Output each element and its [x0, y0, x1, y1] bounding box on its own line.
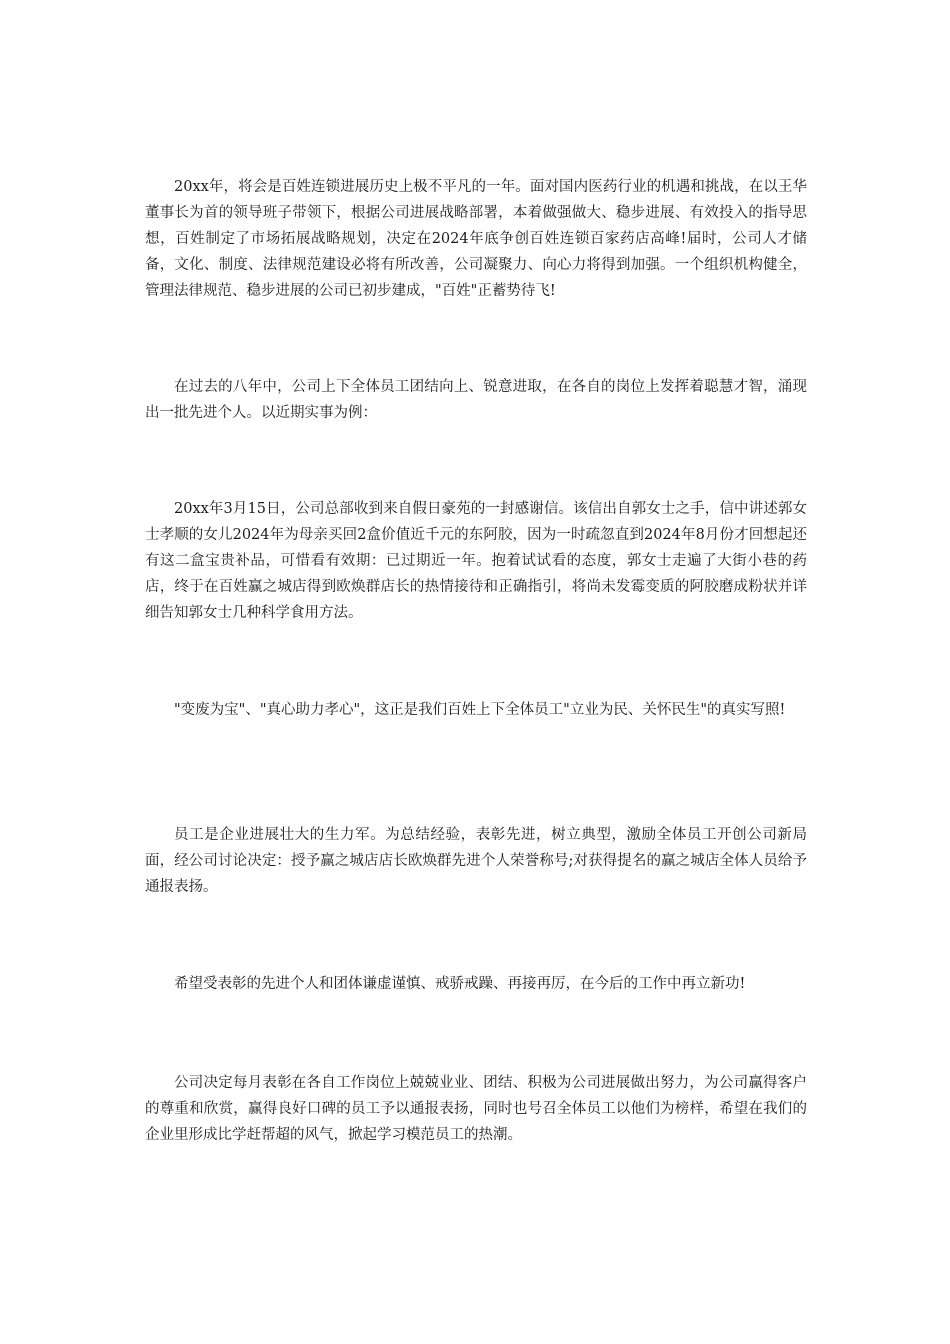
paragraph-hope: 希望受表彰的先进个人和团体谦虚谨慎、戒骄戒躁、再接再厉，在今后的工作中再立新功!: [174, 976, 746, 992]
paragraph-monthly-award: 公司决定每月表彰在各自工作岗位上兢兢业业、团结、积极为公司进展做出努力，为公司赢得客户的尊重和欣赏，赢得良好口碑的员工予以通报表扬，同时也号召全体员工以他们为榜样，希望在我们的企业里形成比学赶帮超的风气，掀起学习模范员工的热潮。: [145, 1075, 807, 1143]
paragraph-thank-you-letter: 20xx年3月15日，公司总部收到来自假日豪苑的一封感谢信。该信出自郭女士之手，信中讲述郭女士孝顺的女儿2024年为母亲买回2盒价值近千元的东阿胶，因为一时疏忽直到2024年8月份才回想起还有这二盒宝贵补品，可惜看有效期：已过期近一年。抱着试试看的态度，郭女士走遍了大街小巷的药店，终于在百姓赢之城店得到欧焕群店长的热情接待和正确指引，将尚未发霉变质的阿胶磨成粉状并详细告知郭女士几种科学食用方法。: [145, 501, 807, 621]
paragraph-slogan: "变废为宝"、"真心助力孝心"，这正是我们百姓上下全体员工"立业为民、关怀民生"的真实写照!: [174, 702, 786, 718]
paragraph-commendation: 员工是企业进展壮大的生力军。为总结经验，表彰先进，树立典型，激励全体员工开创公司新局面，经公司讨论决定：授予赢之城店店长欧焕群先进个人荣誉称号;对获得提名的赢之城店全体人员给予通报表扬。: [145, 827, 807, 895]
paragraph-past-eight-years: 在过去的八年中，公司上下全体员工团结向上、锐意进取，在各自的岗位上发挥着聪慧才智，涌现出一批先进个人。以近期实事为例：: [145, 379, 807, 421]
paragraph-intro: 20xx年，将会是百姓连锁进展历史上极不平凡的一年。面对国内医药行业的机遇和挑战，在以王华董事长为首的领导班子带领下，根据公司进展战略部署，本着做强做大、稳步进展、有效投入的指导思想，百姓制定了市场拓展战略规划，决定在2024年底争创百姓连锁百家药店高峰!届时，公司人才储备，文化、制度、法律规范建设必将有所改善，公司凝聚力、向心力将得到加强。一个组织机构健全，管理法律规范、稳步进展的公司已初步建成，"百姓"正蓄势待飞!: [145, 179, 807, 299]
